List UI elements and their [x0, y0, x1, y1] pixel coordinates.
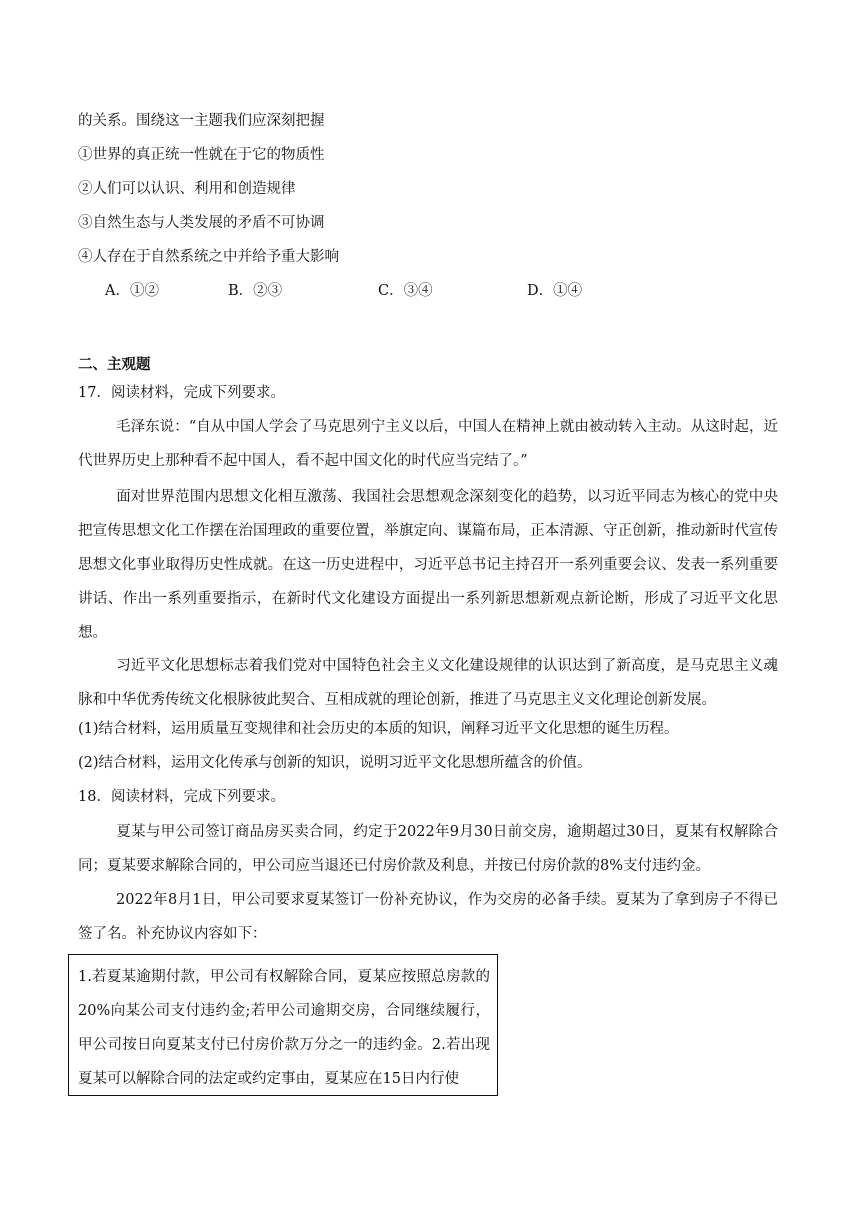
q16-statement-4: ④人存在于自然系统之中并给予重大影响 — [78, 249, 339, 265]
q17-sub-question-2: (2)结合材料，运用文化传承与创新的知识，说明习近平文化思想所蕴含的价值。 — [78, 755, 592, 771]
q18-paragraph-2: 2022年8月1日，甲公司要求夏某签订一份补充协议，作为交房的必备手续。夏某为了拿到房子不得已签了名。补充协议内容如下： — [78, 892, 778, 942]
q18-paragraph-1: 夏某与甲公司签订商品房买卖合同，约定于2022年9月30日前交房，逾期超过30日，夏某有权解除合同；夏某要求解除合同的，甲公司应当退还已付房价款及利息，并按已付房价款的8%支付违约金。 — [78, 824, 778, 874]
q17-sub-question-1: (1)结合材料，运用质量互变规律和社会历史的本质的知识，阐释习近平文化思想的诞生历程。 — [78, 721, 679, 737]
section-title: 二、主观题 — [78, 356, 151, 373]
q16-continuation: 的关系。围绕这一主题我们应深刻把握 — [78, 113, 325, 129]
q17-paragraph-1: 毛泽东说：“自从中国人学会了马克思列宁主义以后，中国人在精神上就由被动转入主动。从这时起，近代世界历史上那种看不起中国人，看不起中国文化的时代应当完结了。” — [78, 419, 778, 469]
q16-option-a: A．①② — [105, 283, 159, 299]
q17-paragraph-2: 面对世界范围内思想文化相互激荡、我国社会思想观念深刻变化的趋势，以习近平同志为核心的党中央把宣传思想文化工作摆在治国理政的重要位置，举旗定向、谋篇布局，正本清源、守正创新，推动新时代宣传思想文化事业取得历史性成就。在这一历史进程中，习近平总书记主持召开一系列重要会议、发表一系列重要讲话、作出一系列重要指示，在新时代文化建设方面提出一系列新思想新观点新论断，形成了习近平文化思想。 — [78, 489, 778, 641]
q17-stem: 17．阅读材料，完成下列要求。 — [78, 385, 285, 401]
q17-paragraph-3: 习近平文化思想标志着我们党对中国特色社会主义文化建设规律的认识达到了新高度，是马克思主义魂脉和中华优秀传统文化根脉彼此契合、互相成就的理论创新，推进了马克思主义文化理论创新发展。 — [78, 658, 778, 708]
q16-option-d: D．①④ — [527, 283, 583, 299]
q16-statement-2: ②人们可以认识、利用和创造规律 — [78, 181, 296, 197]
q16-option-b: B．②③ — [228, 283, 283, 299]
q16-statement-3: ③自然生态与人类发展的矛盾不可协调 — [78, 215, 325, 231]
q16-statement-1: ①世界的真正统一性就在于它的物质性 — [78, 147, 325, 163]
supplementary-agreement-text: 1.若夏某逾期付款，甲公司有权解除合同，夏某应按照总房款的20%向某公司支付违约金;若甲公司逾期交房，合同继续履行，甲公司按日向夏某支付已付房价款万分之一的违约金。2.若出现夏某可以解除合同的法定或约定事由，夏某应在15日内行使 — [78, 969, 490, 1087]
q16-option-c: C．③④ — [378, 283, 433, 299]
q18-stem: 18．阅读材料，完成下列要求。 — [78, 789, 285, 805]
